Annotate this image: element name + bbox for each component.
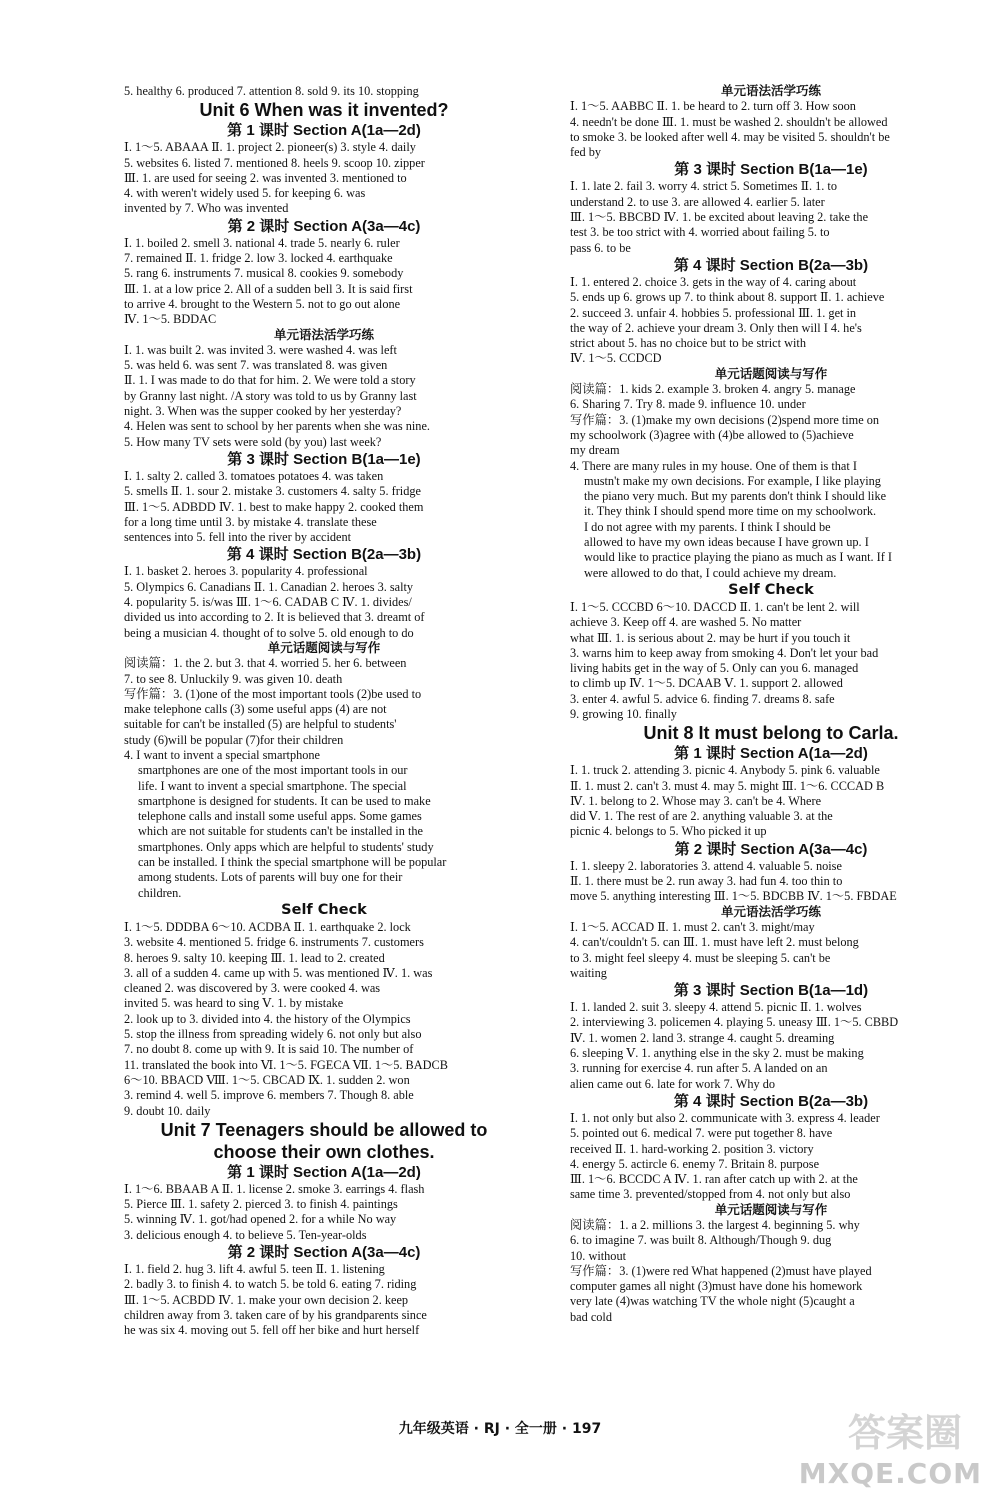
answer-line: 9. growing 10. finally bbox=[570, 706, 677, 721]
section-heading: 单元话题阅读与写作 bbox=[714, 1202, 828, 1217]
answer-line: Ⅰ. 1. was built 2. was invited 3. were washed 4. was left bbox=[124, 342, 397, 357]
answer-line: 2. look up to 3. divided into 4. the history of the Olympics bbox=[124, 1011, 411, 1026]
answer-line: 3. delicious enough 4. to believe 5. Ten-year-olds bbox=[124, 1227, 367, 1242]
answer-line: Ⅱ. 1. there must be 2. run away 3. had fun 4. too thin to bbox=[570, 874, 843, 889]
unit-title: choose their own clothes. bbox=[213, 1141, 435, 1162]
answer-line: 5. How many TV sets were sold (by you) last week? bbox=[124, 434, 382, 449]
answer-line: 5. ends up 6. grows up 7. to think about 8. support Ⅱ. 1. achieve bbox=[570, 290, 885, 305]
answer-line: children away from 3. taken care of by his grandparents since bbox=[124, 1307, 427, 1322]
answer-line: to smoke 3. be looked after well 4. may be visited 5. shouldn't be bbox=[570, 129, 890, 144]
answer-line: 写作篇：3. (1)one of the most important tools (2)be used to bbox=[124, 686, 422, 701]
answer-line: Ⅰ. 1～6. BBAAB A Ⅱ. 1. license 2. smoke 3. earrings 4. flash bbox=[124, 1181, 425, 1196]
answer-line: Ⅰ. 1. entered 2. choice 3. gets in the way of 4. caring about bbox=[570, 274, 857, 289]
answer-line: invented by 7. Who was invented bbox=[124, 201, 289, 216]
answer-line: suitable for can't be installed (5) are helpful to students' bbox=[124, 717, 397, 732]
essay-line: I do not agree with my parents. I think I should be bbox=[584, 519, 831, 534]
answer-line: 5. websites 6. listed 7. mentioned 8. heels 9. scoop 10. zipper bbox=[124, 155, 425, 170]
answer-line: 4. popularity 5. is/was Ⅲ. 1～6. CADAB C Ⅳ. 1. divides/ bbox=[124, 595, 412, 610]
lesson-heading: 第 4 课时 Section B(2a—3b) bbox=[673, 1092, 869, 1110]
lesson-heading: 第 2 课时 Section A(3a—4c) bbox=[227, 1244, 421, 1261]
answer-line: study (6)will be popular (7)for their children bbox=[124, 732, 344, 747]
section-heading: 单元话题阅读与写作 bbox=[714, 366, 828, 381]
lesson-heading: 第 3 课时 Section B(1a—1e) bbox=[674, 161, 868, 179]
answer-line: Ⅰ. 1～5. CCCBD 6～10. DACCD Ⅱ. 1. can't be lent 2. will bbox=[570, 599, 860, 614]
left-column bbox=[124, 84, 524, 1338]
answer-line: Ⅰ. 1. landed 2. suit 3. sleepy 4. attend 5. picnic Ⅱ. 1. wolves bbox=[570, 1000, 862, 1015]
answer-line: for a long time until 3. by mistake 4. translate these bbox=[124, 514, 377, 529]
answer-line: Ⅰ. 1～5. ABAAA Ⅱ. 1. project 2. pioneer(s) 3. style 4. daily bbox=[124, 140, 416, 155]
section-heading: 单元语法活学巧练 bbox=[720, 84, 821, 98]
answer-line: divided us into according to 2. It is believed that 3. dreamt of bbox=[124, 610, 425, 625]
answer-line: 11. translated the book into Ⅵ. 1～5. FGECA Ⅶ. 1～5. BADCB bbox=[124, 1057, 448, 1072]
answer-line: 4. energy 5. actircle 6. enemy 7. Britain 8. purpose bbox=[570, 1156, 820, 1171]
answer-line: 4. can't/couldn't 5. can Ⅲ. 1. must have left 2. must belong bbox=[570, 935, 859, 950]
section-heading: Self Check bbox=[728, 581, 814, 598]
answer-line: waiting bbox=[570, 965, 607, 980]
answer-line: 2. succeed 3. unfair 4. hobbies 5. professional Ⅲ. 1. get in bbox=[570, 305, 857, 320]
answer-line: 4. needn't be done Ⅲ. 1. must be washed 2. shouldn't be allowed bbox=[570, 114, 888, 129]
answer-line: Ⅳ. 1. women 2. land 3. strange 4. caught 5. dreaming bbox=[570, 1030, 835, 1045]
answer-line: 5. smells Ⅱ. 1. sour 2. mistake 3. customers 4. salty 5. fridge bbox=[124, 484, 421, 499]
answer-line: by Granny last night. /A story was told to us by Granny last bbox=[124, 388, 417, 403]
answer-line: night. 3. When was the supper cooked by her yesterday? bbox=[124, 404, 402, 419]
answer-line: Ⅳ. 1～5. BDDAC bbox=[124, 312, 217, 327]
answer-line: living habits get in the way of 5. Only can you 6. managed bbox=[570, 661, 859, 676]
answer-line: 写作篇：3. (1)were red What happened (2)must have played bbox=[570, 1263, 872, 1278]
answer-line: 6. sleeping Ⅴ. 1. anything else in the sky 2. must be making bbox=[570, 1046, 864, 1061]
answer-line: 5. healthy 6. produced 7. attention 8. sold 9. its 10. stopping bbox=[124, 84, 419, 98]
answer-line: 5. Pierce Ⅲ. 1. safety 2. pierced 3. to finish 4. paintings bbox=[124, 1197, 398, 1212]
essay-line: allowed to have my own ideas because I have grown up. I bbox=[584, 535, 869, 550]
answer-line: Ⅰ. 1～5. AABBC Ⅱ. 1. be heard to 2. turn off 3. How soon bbox=[570, 99, 856, 114]
answer-line: 6. to imagine 7. was built 8. Although/Though 9. dug bbox=[570, 1233, 832, 1248]
essay-line: smartphones. Only apps which are helpful to students' study bbox=[138, 839, 434, 854]
answer-line: 5. rang 6. instruments 7. musical 8. cookies 9. somebody bbox=[124, 266, 404, 281]
answer-line: 5. Olympics 6. Canadians Ⅱ. 1. Canadian 2. heroes 3. salty bbox=[124, 579, 414, 594]
answer-line: very late (4)was watching TV the whole night (5)caught a bbox=[570, 1294, 855, 1309]
watermark-site: MXQE.COM bbox=[798, 1457, 982, 1490]
unit-title: Unit 7 Teenagers should be allowed to bbox=[160, 1119, 488, 1140]
answer-line: test 3. be too strict with 4. worried about failing 5. to bbox=[570, 225, 830, 240]
answer-line: Ⅲ. 1. at a low price 2. All of a sudden bell 3. It is said first bbox=[124, 281, 413, 296]
lesson-heading: 第 3 课时 Section B(1a—1d) bbox=[673, 982, 869, 1000]
watermark-logo: 答案圈 bbox=[847, 1411, 962, 1455]
essay-line: the piano very much. But my parents don't think I should like bbox=[584, 489, 887, 504]
answer-line: sentences into 5. fell into the river by accident bbox=[124, 530, 352, 545]
answer-line: pass 6. to be bbox=[570, 240, 631, 255]
answer-line: 3. website 4. mentioned 5. fridge 6. instruments 7. customers bbox=[124, 935, 424, 950]
answer-line: picnic 4. belongs to 5. Who picked it up bbox=[570, 824, 767, 839]
answer-line: strict about 5. has no choice but to be strict with bbox=[570, 336, 806, 351]
essay-line: can be installed. I think the special smartphone will be popular bbox=[138, 855, 447, 870]
lesson-heading: 第 4 课时 Section B(2a—3b) bbox=[226, 546, 422, 564]
answer-line: 4. Helen was sent to school by her parents when she was nine. bbox=[124, 419, 430, 434]
answer-line: 8. heroes 9. salty 10. keeping Ⅲ. 1. lead to 2. created bbox=[124, 950, 385, 965]
essay-line: smartphones are one of the most important tools in our bbox=[138, 763, 408, 778]
lesson-heading: 第 2 课时 Section A(3a—4c) bbox=[227, 217, 421, 235]
lesson-heading: 第 4 课时 Section B(2a—3b) bbox=[673, 256, 869, 274]
answer-line: 7. no doubt 8. come up with 9. It is said 10. The number of bbox=[124, 1042, 414, 1057]
essay-line: which are not suitable for students can't be installed in the bbox=[138, 824, 423, 839]
answer-line: Ⅰ. 1～5. DDDBA 6～10. ACDBA Ⅱ. 1. earthquake 2. lock bbox=[124, 919, 411, 934]
answer-line: 5. stop the illness from spreading widely 6. not only but also bbox=[124, 1027, 422, 1042]
answer-line: did Ⅴ. 1. The rest of are 2. anything valuable 3. at the bbox=[570, 809, 833, 824]
answer-line: Ⅰ. 1. truck 2. attending 3. picnic 4. Anybody 5. pink 6. valuable bbox=[570, 763, 880, 778]
essay-line: were allowed to do that, I could achieve my dream. bbox=[584, 565, 837, 580]
essay-line: mustn't make my own decisions. For example, I like playing bbox=[584, 473, 881, 488]
essay-line: children. bbox=[138, 885, 182, 900]
answer-line: alien came out 6. late for work 7. Why do bbox=[570, 1076, 776, 1091]
answer-line: 7. to see 8. Unluckily 9. was given 10. death bbox=[124, 671, 343, 686]
answer-line: Ⅲ. 1～5. ADBDD Ⅳ. 1. best to make happy 2. cooked them bbox=[124, 499, 424, 514]
answer-line: 5. winning Ⅳ. 1. got/had opened 2. for a while No way bbox=[124, 1212, 397, 1227]
answer-line: Ⅳ. 1. belong to 2. Whose may 3. can't be 4. Where bbox=[570, 793, 822, 808]
answer-line: 4. with weren't widely used 5. for keeping 6. was bbox=[124, 186, 366, 201]
answer-line: 阅读篇：1. a 2. millions 3. the largest 4. beginning 5. why bbox=[570, 1218, 860, 1232]
lesson-heading: 第 1 课时 Section A(1a—2d) bbox=[674, 745, 868, 763]
answer-line: Ⅰ. 1. not only but also 2. communicate with 3. express 4. leader bbox=[570, 1110, 880, 1125]
section-heading: Self Check bbox=[281, 901, 367, 918]
answer-line: being a musician 4. thought of to solve 5. old enough to do bbox=[124, 625, 414, 640]
answer-line: Ⅰ. 1. sleepy 2. laboratories 3. attend 4. valuable 5. noise bbox=[570, 858, 842, 873]
unit-title: Unit 8 It must belong to Carla. bbox=[643, 723, 899, 744]
answer-line: Ⅰ. 1. boiled 2. smell 3. national 4. trade 5. nearly 6. ruler bbox=[124, 235, 400, 250]
answer-line: 4. There are many rules in my house. One of them is that I bbox=[570, 458, 857, 473]
answer-line: Ⅲ. 1～5. BBCBD Ⅳ. 1. be excited about leaving 2. take the bbox=[570, 210, 869, 225]
answer-line: 3. running for exercise 4. run after 5. A landed on an bbox=[570, 1061, 828, 1076]
answer-line: 4. I want to invent a special smartphone bbox=[124, 747, 321, 762]
lesson-heading: 第 2 课时 Section A(3a—4c) bbox=[674, 840, 868, 858]
answer-line: Ⅲ. 1. are used for seeing 2. was invented 3. mentioned to bbox=[124, 170, 407, 185]
answer-line: 7. remained Ⅱ. 1. fridge 2. low 3. locked 4. earthquake bbox=[124, 251, 393, 266]
answer-line: understand 2. to use 3. are allowed 4. earlier 5. later bbox=[570, 194, 825, 209]
answer-line: computer games all night (3)must have done his homework bbox=[570, 1279, 863, 1294]
answer-line: 5. was held 6. was sent 7. was translated 8. was given bbox=[124, 358, 388, 373]
section-heading: 单元语法活学巧练 bbox=[273, 327, 374, 342]
essay-line: telephone calls and install some useful apps. Some games bbox=[138, 809, 422, 824]
answer-line: 3. all of a sudden 4. came up with 5. was mentioned Ⅳ. 1. was bbox=[124, 965, 433, 980]
answer-line: to 3. might feel sleepy 4. must be sleeping 5. can't be bbox=[570, 950, 831, 965]
answer-line: fed by bbox=[570, 145, 602, 160]
essay-line: smartphone is designed for students. It can be used to make bbox=[138, 793, 431, 808]
answer-line: to climb up Ⅳ. 1～5. DCAAB Ⅴ. 1. support 2. allowed bbox=[570, 676, 843, 691]
lesson-heading: 第 3 课时 Section B(1a—1e) bbox=[227, 450, 421, 468]
lesson-heading: 第 1 课时 Section A(1a—2d) bbox=[227, 1163, 421, 1181]
answer-line: same time 3. prevented/stopped from 4. not only but also bbox=[570, 1187, 851, 1202]
answer-line: Ⅰ. 1. field 2. hug 3. lift 4. awful 5. teen Ⅱ. 1. listening bbox=[124, 1262, 385, 1276]
answer-line: 3. warns him to keep away from smoking 4. Don't let your bad bbox=[570, 645, 879, 660]
essay-line: life. I want to invent a special smartphone. The special bbox=[138, 778, 407, 793]
watermark bbox=[732, 1411, 982, 1490]
right-column bbox=[570, 84, 972, 1325]
answer-line: to arrive 4. brought to the Western 5. not to go out alone bbox=[124, 296, 401, 311]
unit-title: Unit 6 When was it invented? bbox=[199, 100, 449, 121]
answer-line: Ⅰ. 1～5. ACCAD Ⅱ. 1. must 2. can't 3. might/may bbox=[570, 919, 815, 934]
answer-line: Ⅰ. 1. basket 2. heroes 3. popularity 4. professional bbox=[124, 564, 368, 579]
page-footer: 九年级英语 · RJ · 全一册 · 197 bbox=[398, 1421, 602, 1437]
answer-line: 5. pointed out 6. medical 7. were put together 8. have bbox=[570, 1126, 833, 1141]
answer-line: 阅读篇：1. kids 2. example 3. broken 4. angry 5. manage bbox=[570, 382, 856, 397]
answer-line: 阅读篇：1. the 2. but 3. that 4. worried 5. her 6. between bbox=[124, 656, 407, 671]
answer-line: my dream bbox=[570, 443, 620, 458]
answer-line: move 5. anything interesting Ⅲ. 1～5. BDCBB Ⅳ. 1～5. FBDAE bbox=[570, 889, 897, 904]
lesson-heading: 第 1 课时 Section A(1a—2d) bbox=[227, 122, 421, 140]
answer-line: achieve 3. Keep off 4. are washed 5. No matter bbox=[570, 615, 802, 630]
answer-line: 9. doubt 10. daily bbox=[124, 1103, 211, 1118]
answer-line: what Ⅲ. 1. is serious about 2. may be hurt if you touch it bbox=[570, 630, 851, 645]
answer-line: Ⅳ. 1～5. CCDCD bbox=[570, 351, 662, 366]
answer-line: cleaned 2. was discovered by 3. were cooked 4. was bbox=[124, 981, 381, 996]
essay-line: it. They think I should spend more time on my schoolwork. bbox=[584, 504, 877, 519]
answer-line: 写作篇：3. (1)make my own decisions (2)spend more time on bbox=[570, 412, 880, 427]
answer-line: Ⅲ. 1～5. ACBDD Ⅳ. 1. make your own decision 2. keep bbox=[124, 1292, 409, 1307]
answer-line: the way of 2. achieve your dream 3. Only then will I 4. he's bbox=[570, 320, 862, 335]
answer-line: 2. interviewing 3. policemen 4. playing 5. uneasy Ⅲ. 1～5. CBBD bbox=[570, 1015, 899, 1030]
answer-line: received Ⅱ. 1. hard-working 2. position 3. victory bbox=[570, 1141, 814, 1156]
section-heading: 单元话题阅读与写作 bbox=[267, 640, 381, 655]
essay-line: among students. Lots of parents will buy one for their bbox=[138, 870, 403, 885]
answer-line: he was six 4. moving out 5. fell off her bike and hurt herself bbox=[124, 1323, 420, 1338]
answer-line: invited 5. was heard to sing Ⅴ. 1. by mistake bbox=[124, 996, 344, 1011]
answer-line: Ⅰ. 1. late 2. fail 3. worry 4. strict 5. Sometimes Ⅱ. 1. to bbox=[570, 179, 837, 194]
answer-line: my schoolwork (3)agree with (4)be allowed to (5)achieve bbox=[570, 427, 854, 442]
answer-line: 10. without bbox=[570, 1248, 627, 1263]
answer-line: Ⅱ. 1. I was made to do that for him. 2. We were told a story bbox=[124, 373, 416, 388]
answer-line: 6. Sharing 7. Try 8. made 9. influence 10. under bbox=[570, 397, 806, 412]
answer-line: 6～10. BBACD Ⅷ. 1～5. CBCAD Ⅸ. 1. sudden 2. won bbox=[124, 1072, 410, 1087]
answer-line: 3. remind 4. well 5. improve 6. members 7. Though 8. able bbox=[124, 1088, 414, 1103]
answer-line: 2. badly 3. to finish 4. to watch 5. be told 6. eating 7. riding bbox=[124, 1277, 417, 1292]
answer-line: Ⅲ. 1～6. BCCDC A Ⅳ. 1. ran after catch up with 2. at the bbox=[570, 1172, 858, 1187]
essay-line: would like to practice playing the piano as much as I want. If I bbox=[584, 550, 893, 565]
answer-line: 3. enter 4. awful 5. advice 6. finding 7. dreams 8. safe bbox=[570, 691, 835, 706]
answer-line: bad cold bbox=[570, 1309, 613, 1324]
answer-line: Ⅰ. 1. salty 2. called 3. tomatoes potatoes 4. was taken bbox=[124, 468, 384, 483]
section-heading: 单元语法活学巧练 bbox=[720, 904, 821, 919]
answer-line: make telephone calls (3) some useful apps (4) are not bbox=[124, 702, 387, 717]
answer-line: Ⅱ. 1. must 2. can't 3. must 4. may 5. might Ⅲ. 1～6. CCCAD B bbox=[570, 778, 885, 793]
